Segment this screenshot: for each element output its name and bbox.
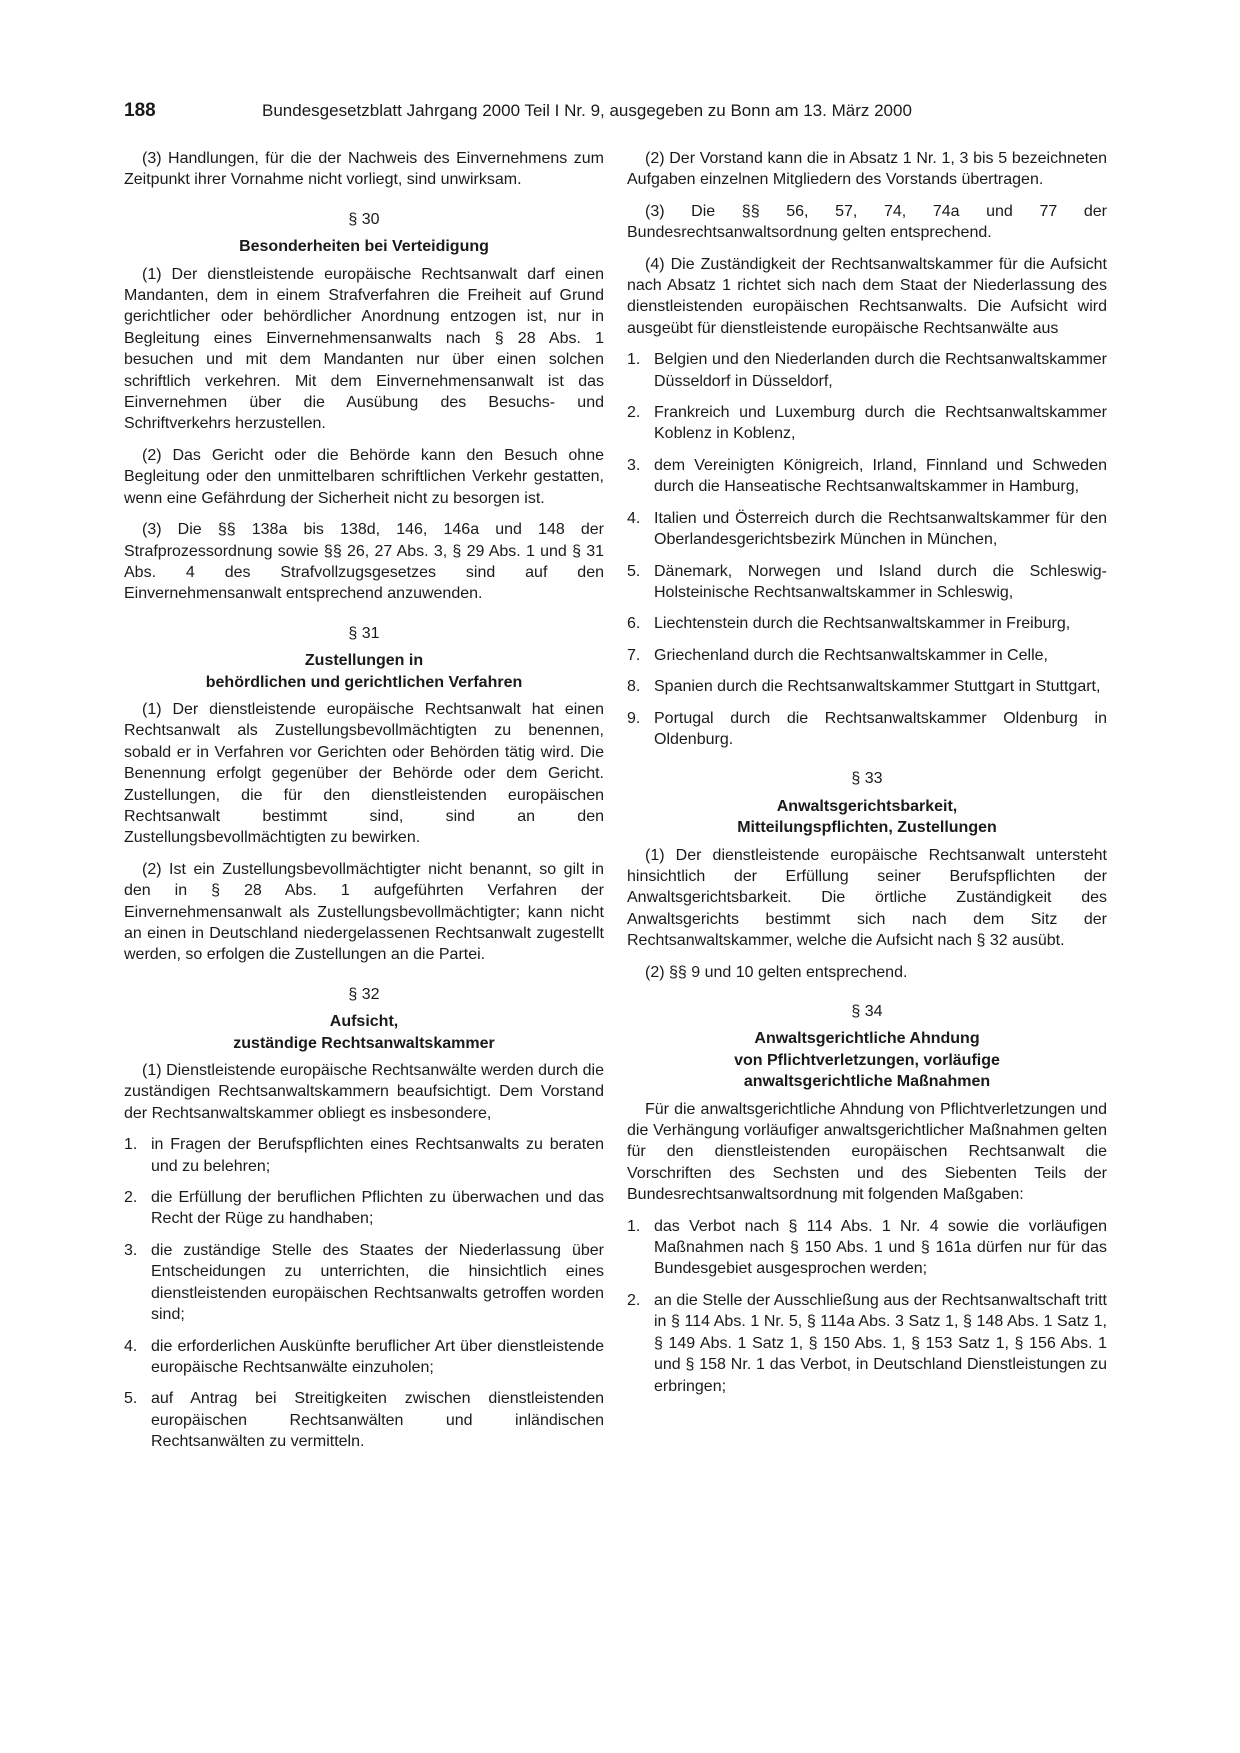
list-text: Griechenland durch die Rechtsanwaltskammer in Celle, — [654, 646, 1048, 664]
list-item — [627, 645, 1107, 666]
list-text: die Erfüllung der beruflichen Pflichten zu überwachen und das Recht der Rüge zu handhaben; — [151, 1189, 604, 1228]
paragraph: (2) Der Vorstand kann die in Absatz 1 Nr. 1, 3 bis 5 bezeichneten Aufgaben einzelnen Mitgliedern des Vorstands übertragen. — [627, 150, 1107, 189]
page-header — [124, 100, 1114, 126]
list-number: 4. — [124, 1337, 138, 1355]
list-number: 2. — [627, 1291, 641, 1309]
list-text: Frankreich und Luxemburg durch die Rechtsanwaltskammer Koblenz in Koblenz, — [654, 404, 1107, 443]
left-column — [124, 148, 604, 1463]
list-text: Belgien und den Niederlanden durch die Rechtsanwaltskammer Düsseldorf in Düsseldorf, — [654, 351, 1107, 390]
section-heading: Besonderheiten bei Verteidigung — [239, 238, 489, 256]
list-number: 9. — [627, 709, 641, 727]
list-number: 7. — [627, 646, 641, 664]
list-text: dem Vereinigten Königreich, Irland, Finnland und Schweden durch die Hanseatische Rechtsanwaltskammer in Hamburg, — [654, 456, 1107, 496]
numbered-list — [627, 349, 1107, 750]
section-number: § 32 — [348, 985, 380, 1003]
list-item — [124, 1187, 604, 1230]
paragraph: (2) Das Gericht oder die Behörde kann den Besuch ohne Begleitung oder den unmittelbaren schriftlichen Verkehr gestatten, wenn eine Gefährdung der Sicherheit nicht zu besorgen ist. — [124, 446, 604, 507]
page-number: 188 — [124, 100, 156, 121]
list-item — [627, 508, 1107, 551]
list-item — [627, 349, 1107, 392]
list-number: 6. — [627, 615, 641, 633]
list-number: 1. — [627, 351, 641, 369]
list-text: an die Stelle der Ausschließung aus der Rechtsanwaltschaft tritt in § 114 Abs. 1 Nr. 5, § 114a Abs. 3 Satz 1, § 148 Abs. 1 Satz 1, § 149 Abs. 1 Satz 1, § 150 Abs. 1, § 153 Satz 1, § 156 Abs. 1 und § 158 Nr. 1 das Verbot, in Deutschland Dienstleistungen zu erbringen; — [654, 1291, 1107, 1395]
heading-line: anwaltsgerichtliche Maßnahmen — [743, 1073, 991, 1091]
heading-line: Anwaltsgerichtsbarkeit, — [776, 797, 958, 815]
list-text: Liechtenstein durch die Rechtsanwaltskammer in Freiburg, — [654, 615, 1071, 633]
list-number: 5. — [124, 1390, 138, 1408]
heading-line: von Pflichtverletzungen, vorläufige — [734, 1051, 1000, 1069]
paragraph: (1) Der dienstleistende europäische Rechtsanwalt darf einen Mandanten, dem in einem Strafverfahren die Freiheit auf Grund gerichtlicher oder behördlicher Anordnung entzogen ist, nur in Begleitung eines Einvernehmensanwalts nach § 28 Abs. 1 besuchen und mit dem Mandanten nur über einen solchen schriftlich verkehren. Mit dem Einvernehmensanwalt ist das Einvernehmen über die Ausübung des Besuchs- und Schriftverkehrs herzustellen. — [124, 265, 604, 433]
list-item — [124, 1240, 604, 1326]
paragraph: Für die anwaltsgerichtliche Ahndung von Pflichtverletzungen und die Verhängung vorläufiger anwaltsgerichtlicher Maßnahmen gelten für den dienstleistenden europäischen Rechtsanwalt die Vorschriften des Sechsten und des Siebenten Teils der Bundesrechtsanwaltsordnung mit folgenden Maßgaben: — [627, 1100, 1107, 1204]
paragraph: (3) Die §§ 138a bis 138d, 146, 146a und 148 der Strafprozessordnung sowie §§ 26, 27 Abs. 3, § 29 Abs. 1 und § 31 Abs. 4 des Strafvollzugsgesetzes sind auf den Einvernehmensanwalt entsprechend anzuwenden. — [124, 521, 604, 603]
numbered-list — [124, 1134, 604, 1452]
section-heading — [124, 650, 604, 693]
running-title: Bundesgesetzblatt Jahrgang 2000 Teil I Nr. 9, ausgegeben zu Bonn am 13. März 2000 — [262, 101, 912, 120]
paragraph: (4) Die Zuständigkeit der Rechtsanwaltskammer für die Aufsicht nach Absatz 1 richtet sich nach dem Staat der Niederlassung des dienstleistenden europäischen Rechtsanwalts. Die Aufsicht wird ausgeübt für dienstleistende europäische Rechtsanwälte aus — [627, 255, 1107, 337]
section-heading — [627, 796, 1107, 839]
heading-line: behördlichen und gerichtlichen Verfahren — [205, 673, 523, 691]
list-item — [124, 1388, 604, 1452]
list-text: auf Antrag bei Streitigkeiten zwischen dienstleistenden europäischen Rechtsanwälten und inländischen Rechtsanwälten zu vermitteln. — [151, 1390, 604, 1451]
list-number: 1. — [627, 1217, 641, 1235]
paragraph: (1) Dienstleistende europäische Rechtsanwälte werden durch die zuständigen Rechtsanwaltskammern beaufsichtigt. Dem Vorstand der Rechtsanwaltskammer obliegt es insbesondere, — [124, 1062, 604, 1122]
numbered-list — [627, 1216, 1107, 1397]
list-item — [627, 613, 1107, 634]
list-text: das Verbot nach § 114 Abs. 1 Nr. 4 sowie die vorläufigen Maßnahmen nach § 150 Abs. 1 und § 161a dürfen nur für das Bundesgebiet ausgesprochen werden; — [654, 1217, 1107, 1278]
list-number: 2. — [627, 404, 641, 422]
list-text: die zuständige Stelle des Staates der Niederlassung über Entscheidungen zu unterrichten, die hinsichtlich eines dienstleistenden europäischen Rechtsanwalts getroffen worden sind; — [151, 1241, 604, 1324]
list-item — [627, 455, 1107, 498]
list-item — [627, 676, 1107, 697]
list-number: 2. — [124, 1189, 138, 1207]
list-item — [627, 402, 1107, 445]
list-item — [124, 1336, 604, 1379]
list-text: Portugal durch die Rechtsanwaltskammer Oldenburg in Oldenburg. — [654, 709, 1107, 748]
heading-line: zuständige Rechtsanwaltskammer — [233, 1034, 495, 1052]
list-number: 8. — [627, 678, 641, 696]
list-text: in Fragen der Berufspflichten eines Rechtsanwalts zu beraten und zu belehren; — [151, 1136, 604, 1175]
list-text: die erforderlichen Auskünfte beruflicher Art über dienstleistende europäische Rechtsanwälte einzuholen; — [151, 1337, 604, 1376]
paragraph: (1) Der dienstleistende europäische Rechtsanwalt hat einen Rechtsanwalt als Zustellungsbevollmächtigten zu benennen, sobald er in Verfahren vor Gerichten oder Behörden tätig wird. Die Benennung erfolgt gegenüber der Behörde oder dem Gericht. Zustellungen, die für den dienstleistenden europäischen Rechtsanwalt bestimmt sind, sind an den Zustellungsbevollmächtigten zu bewirken. — [124, 700, 604, 847]
list-text: Dänemark, Norwegen und Island durch die Schleswig-Holsteinische Rechtsanwaltskammer in Schleswig, — [654, 562, 1107, 601]
paragraph: (2) Ist ein Zustellungsbevollmächtigter nicht benannt, so gilt in den in § 28 Abs. 1 aufgeführten Verfahren der Einvernehmensanwalt als Zustellungsbevollmächtigter; kann nicht an einen in Deutschland niedergelassenen Rechtsanwalt zugestellt werden, so erfolgen die Zustellungen an die Partei. — [124, 860, 604, 964]
paragraph: (2) §§ 9 und 10 gelten entsprechend. — [645, 963, 908, 981]
right-column — [627, 148, 1107, 1407]
heading-line: Anwaltsgerichtliche Ahndung — [754, 1030, 980, 1048]
list-item — [627, 561, 1107, 604]
section-heading — [124, 1011, 604, 1054]
list-number: 3. — [627, 456, 641, 474]
list-item — [627, 1290, 1107, 1397]
section-number: § 33 — [851, 770, 883, 788]
list-item — [124, 1134, 604, 1177]
heading-line: Zustellungen in — [304, 652, 424, 670]
list-number: 5. — [627, 562, 641, 580]
section-number: § 31 — [348, 624, 380, 642]
paragraph: (3) Die §§ 56, 57, 74, 74a und 77 der Bundesrechtsanwaltsordnung gelten entsprechend. — [627, 202, 1107, 242]
paragraph: (3) Handlungen, für die der Nachweis des Einvernehmens zum Zeitpunkt ihrer Vornahme nicht vorliegt, sind unwirksam. — [124, 150, 604, 189]
list-number: 1. — [124, 1136, 138, 1154]
list-number: 3. — [124, 1241, 138, 1259]
paragraph: (1) Der dienstleistende europäische Rechtsanwalt untersteht hinsichtlich der Erfüllung seiner Berufspflichten der Anwaltsgerichtsbarkeit. Die örtliche Zuständigkeit des Anwaltsgerichts bestimmt sich nach dem Sitz der Rechtsanwaltskammer, welche die Aufsicht nach § 32 ausübt. — [627, 846, 1107, 950]
list-number: 4. — [627, 509, 641, 527]
list-item — [627, 708, 1107, 751]
list-item — [627, 1216, 1107, 1280]
section-number: § 34 — [851, 1003, 883, 1020]
section-heading — [627, 1028, 1107, 1092]
section-number: § 30 — [348, 210, 380, 228]
heading-line: Mitteilungspflichten, Zustellungen — [737, 819, 997, 837]
heading-line: Aufsicht, — [329, 1013, 399, 1031]
list-text: Spanien durch die Rechtsanwaltskammer Stuttgart in Stuttgart, — [654, 678, 1101, 696]
list-text: Italien und Österreich durch die Rechtsanwaltskammer für den Oberlandesgerichtsbezirk München in München, — [654, 509, 1107, 549]
